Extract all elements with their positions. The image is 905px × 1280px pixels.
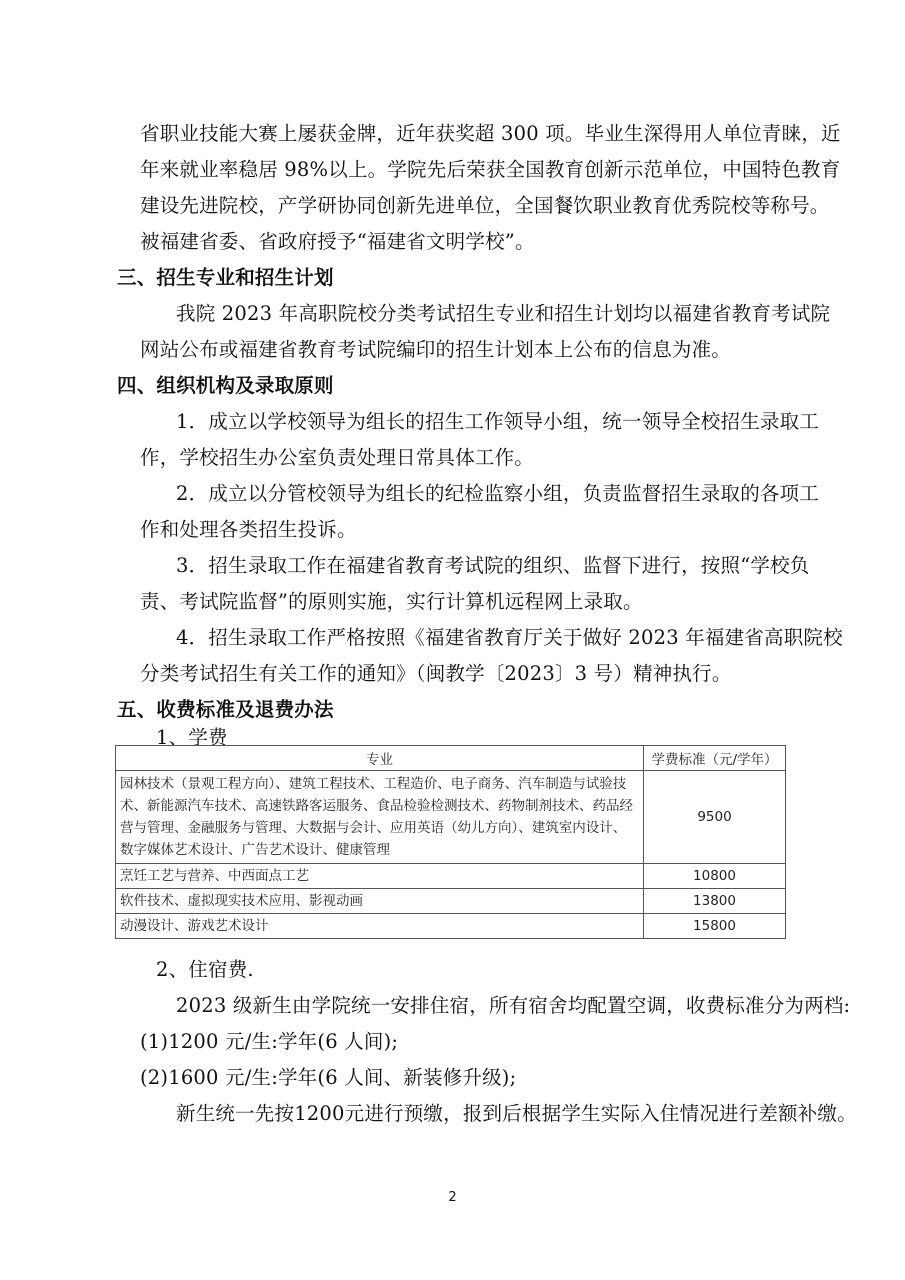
section3-heading: 三、招生专业和招生计划 xyxy=(117,266,334,289)
section4-item3-line1: 3．招生录取工作在福建省教育考试院的组织、监督下进行，按照“学校负 xyxy=(176,554,810,577)
table-header-row xyxy=(116,746,786,771)
section4-item4-line2: 分类考试招生有关工作的通知》（闽教学〔2023〕3 号）精神执行。 xyxy=(140,662,732,685)
section4-item1-line2: 作，学校招生办公室负责处理日常具体工作。 xyxy=(140,446,535,469)
lodging-label: 2、住宿费. xyxy=(156,958,254,981)
major-cell: 软件技术、虚拟现实技术应用、影视动画 xyxy=(116,889,644,914)
major-cell xyxy=(116,771,644,864)
lodging-line-4: 新生统一先按1200元进行预缴，报到后根据学生实际入住情况进行差额补缴。 xyxy=(176,1102,857,1125)
fee-cell: 13800 xyxy=(644,889,786,914)
table-row xyxy=(116,914,786,939)
header-major: 专业 xyxy=(116,746,644,771)
lodging-line-1: 2023 级新生由学院统一安排住宿，所有宿舍均配置空调，收费标准分为两档: xyxy=(176,994,851,1017)
fee-cell: 9500 xyxy=(644,771,786,864)
major-cell-line: 营与管理、金融服务与管理、大数据与会计、应用英语（幼儿方向）、建筑室内设计、 xyxy=(120,820,627,836)
fee-cell: 15800 xyxy=(644,914,786,939)
section3-line-2: 网站公布或福建省教育考试院编印的招生计划本上公布的信息为准。 xyxy=(140,338,732,361)
major-cell-line: 术、新能源汽车技术、高速铁路客运服务、食品检验检测技术、药物制剂技术、药品经 xyxy=(120,798,633,814)
table-row xyxy=(116,889,786,914)
section4-item3-line2: 责、考试院监督”的原则实施，实行计算机远程网上录取。 xyxy=(140,590,643,613)
major-cell-line: 数字媒体艺术设计、广告艺术设计、健康管理 xyxy=(120,842,390,858)
tuition-table xyxy=(115,745,786,939)
section5-heading: 五、收费标准及退费办法 xyxy=(117,698,334,721)
table-row xyxy=(116,864,786,889)
section3-line-1: 我院 2023 年高职院校分类考试招生专业和招生计划均以福建省教育考试院 xyxy=(176,302,831,325)
major-cell-line: 园林技术（景观工程方向）、建筑工程技术、工程造价、电子商务、汽车制造与试验技 xyxy=(120,776,627,792)
major-cell: 动漫设计、游戏艺术设计 xyxy=(116,914,644,939)
section4-item4-line1: 4．招生录取工作严格按照《福建省教育厅关于做好 2023 年福建省高职院校 xyxy=(176,626,843,649)
header-fee: 学费标准（元/学年） xyxy=(644,746,786,771)
page-number: 2 xyxy=(448,1190,457,1205)
intro-line-1: 省职业技能大赛上屡获金牌，近年获奖超 300 项。毕业生深得用人单位青睐，近 xyxy=(140,122,841,145)
fee-cell: 10800 xyxy=(644,864,786,889)
section4-item1-line1: 1．成立以学校领导为组长的招生工作领导小组，统一领导全校招生录取工 xyxy=(176,410,820,433)
intro-line-3: 建设先进院校，产学研协同创新先进单位，全国餐饮职业教育优秀院校等称号。 xyxy=(140,194,830,217)
tuition-label: 1、学费 xyxy=(156,726,228,749)
major-cell: 烹饪工艺与营养、中西面点工艺 xyxy=(116,864,644,889)
lodging-line-2: (1)1200 元/生:学年(6 人间); xyxy=(140,1030,399,1053)
intro-line-2: 年来就业率稳居 98%以上。学院先后荣获全国教育创新示范单位，中国特色教育 xyxy=(140,158,841,181)
section4-item2-line1: 2．成立以分管校领导为组长的纪检监察小组，负责监督招生录取的各项工 xyxy=(176,482,820,505)
intro-line-4: 被福建省委、省政府授予“福建省文明学校”。 xyxy=(140,230,535,253)
table-row xyxy=(116,771,786,864)
section4-item2-line2: 作和处理各类招生投诉。 xyxy=(140,518,357,541)
section4-heading: 四、组织机构及录取原则 xyxy=(117,374,334,397)
lodging-line-3: (2)1600 元/生:学年(6 人间、新装修升级); xyxy=(140,1066,517,1089)
